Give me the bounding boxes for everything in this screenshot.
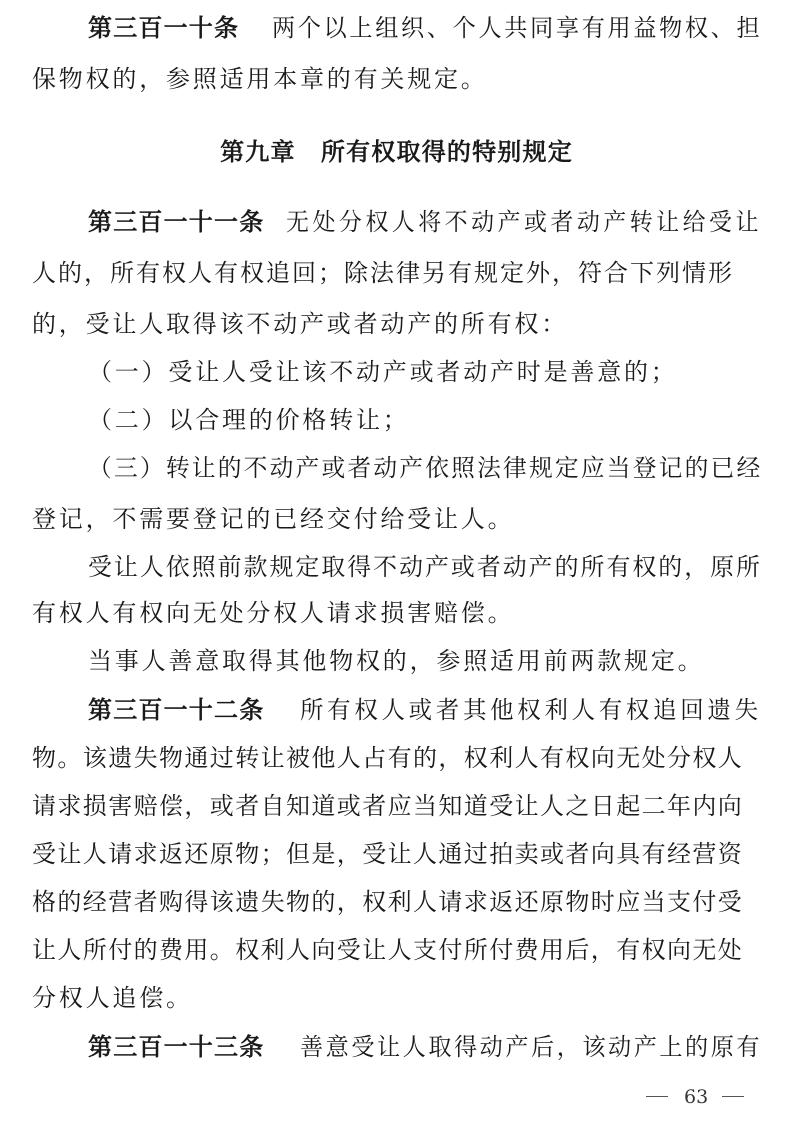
- article-312-text-5: 格的经营者购得该遗失物的，权利人请求返还原物时应当支付受: [32, 888, 744, 916]
- footer-dash-left: [646, 1096, 668, 1097]
- article-311-item-3-text-1: （三）转让的不动产或者动产依照法律规定应当登记的已经: [88, 454, 763, 482]
- article-310-line-2: [0, 62, 793, 96]
- article-311-para2-text-1: 受让人依照前款规定取得不动产或者动产的所有权的，原所: [88, 553, 762, 581]
- article-311-text-2: 人的，所有权人有权追回；除法律另有规定外，符合下列情形: [32, 259, 734, 287]
- article-312-line-3: [0, 789, 793, 823]
- article-311-para2-line-1: [0, 550, 793, 584]
- article-311-para3: [0, 644, 793, 678]
- article-311-line-3: [0, 307, 793, 341]
- article-311-item-1: [0, 355, 793, 389]
- article-313-text-1: 善意受让人取得动产后，该动产上的原有: [300, 1033, 763, 1061]
- article-312-text-2: 物。该遗失物通过转让被他人占有的，权利人有权向无处分权人: [32, 744, 744, 772]
- article-312-line-1: [0, 693, 793, 727]
- article-312-line-2: [0, 741, 793, 775]
- article-311-para2-text-2: 有权人有权向无处分权人请求损害赔偿。: [32, 599, 515, 627]
- article-311-item-2-text: （二）以合理的价格转让；: [88, 406, 410, 434]
- article-310-text-1: 两个以上组织、个人共同享有用益物权、担: [272, 14, 763, 42]
- footer-dash-right: [722, 1096, 744, 1097]
- article-312-text-4: 受让人请求返还原物；但是，受让人通过拍卖或者向具有经营资: [32, 840, 744, 868]
- article-312-line-6: [0, 933, 793, 967]
- article-312-title: 第三百一十二条: [88, 696, 265, 724]
- article-311-item-1-text: （一）受让人受让该不动产或者动产时是善意的；: [88, 358, 678, 386]
- article-312-text-3: 请求损害赔偿，或者自知道或者应当知道受让人之日起二年内向: [32, 792, 744, 820]
- article-311-para2-line-2: [0, 596, 793, 630]
- article-311-title: 第三百一十一条: [88, 208, 265, 236]
- article-311-line-1: [0, 205, 793, 239]
- chapter-heading: 第九章 所有权取得的特别规定: [220, 138, 573, 166]
- article-313-title: 第三百一十三条: [88, 1033, 265, 1061]
- article-312-text-1: 所有权人或者其他权利人有权追回遗失: [300, 696, 762, 724]
- article-311-para3-text: 当事人善意取得其他物权的，参照适用前两款规定。: [88, 647, 705, 675]
- article-313-line-1: [0, 1030, 793, 1064]
- page-footer: [0, 1085, 793, 1109]
- article-312-text-6: 让人所付的费用。权利人向受让人支付所付费用后，有权向无处: [32, 936, 744, 964]
- article-312-text-7: 分权人追偿。: [32, 984, 193, 1012]
- article-310-text-2: 保物权的，参照适用本章的有关规定。: [32, 65, 488, 93]
- article-312-line-5: [0, 885, 793, 919]
- article-311-text-1: 无处分权人将不动产或者动产转让给受让: [286, 208, 762, 236]
- article-311-line-2: [0, 256, 793, 290]
- article-310-title: 第三百一十条: [88, 14, 240, 42]
- page-number: 63: [684, 1086, 709, 1108]
- article-312-line-7: [0, 981, 793, 1015]
- article-311-item-2: [0, 403, 793, 437]
- article-311-item-3-line-2: [0, 502, 793, 536]
- article-311-item-3-text-2: 登记，不需要登记的已经交付给受让人。: [32, 505, 515, 533]
- article-311-text-3: 的，受让人取得该不动产或者动产的所有权：: [32, 310, 568, 338]
- article-310-line-1: [0, 11, 793, 45]
- article-312-line-4: [0, 837, 793, 871]
- article-311-item-3-line-1: [0, 451, 793, 485]
